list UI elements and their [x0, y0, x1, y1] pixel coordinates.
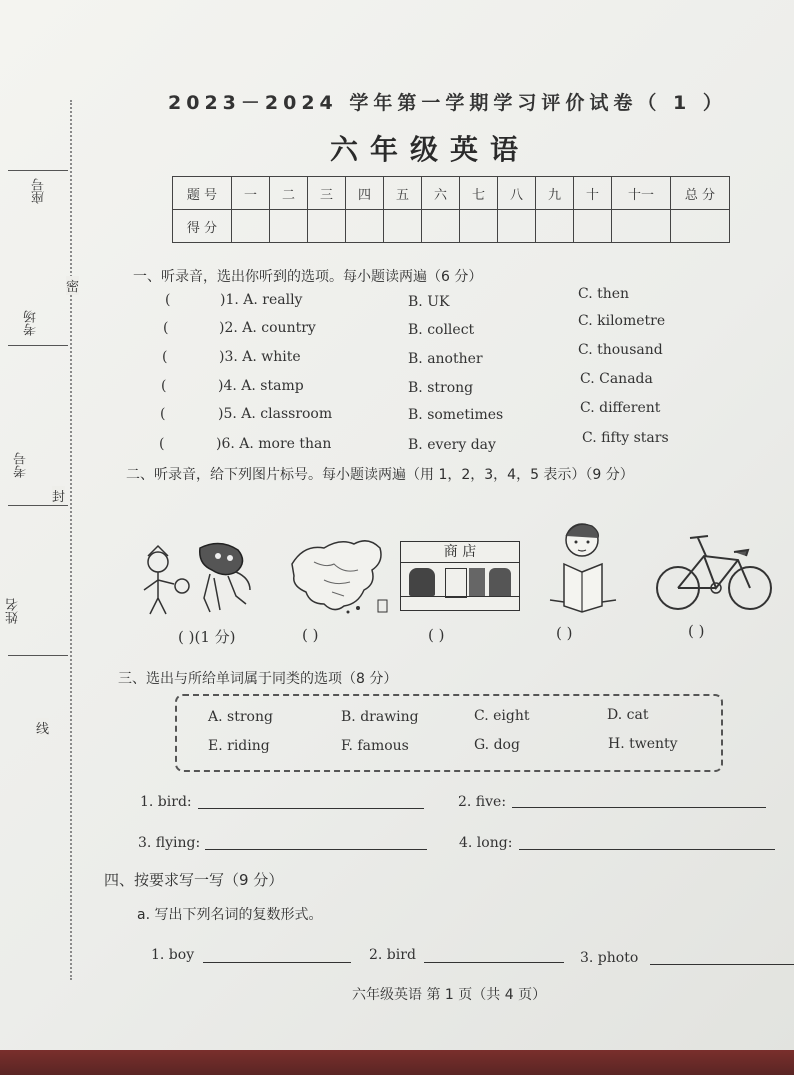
q3-option-b[interactable]: B. another	[408, 351, 483, 367]
section4-sub-a: a. 写出下列名词的复数形式。	[137, 907, 323, 923]
score-table-cell: 题 号	[173, 177, 232, 210]
q1-open-paren: (	[165, 292, 171, 308]
score-table-cell: 七	[460, 177, 498, 210]
q5-open-paren: (	[160, 406, 166, 422]
shop-sign: 商 店	[401, 542, 519, 563]
seal-char-feng: 封	[52, 486, 65, 505]
q3-option-c[interactable]: C. thousand	[578, 342, 663, 358]
score-table-cell: 二	[270, 177, 308, 210]
room-line	[8, 345, 68, 346]
picture5-answer-blank[interactable]: ( )	[688, 622, 705, 640]
score-input-cell[interactable]	[498, 210, 536, 243]
plural-item-1: 1. boy	[151, 947, 195, 963]
score-input-cell[interactable]	[308, 210, 346, 243]
score-input-cell[interactable]	[346, 210, 384, 243]
score-input-cell[interactable]	[671, 210, 730, 243]
option-f: F. famous	[341, 738, 409, 754]
seat-label: 座号	[32, 178, 47, 204]
score-table-cell: 一	[232, 177, 270, 210]
score-input-cell[interactable]	[384, 210, 422, 243]
word-options-box	[175, 694, 723, 772]
classify-answer-line-1[interactable]	[198, 808, 424, 809]
q5-option-c[interactable]: C. different	[580, 400, 661, 416]
q4-option-c[interactable]: C. Canada	[580, 371, 653, 387]
china-map-picture	[284, 534, 388, 616]
picture1-answer-blank[interactable]: ( )(1 分)	[178, 628, 236, 646]
plural-item-3: 3. photo	[580, 950, 639, 966]
plural-answer-line-1[interactable]	[203, 962, 351, 963]
lion-dance-picture	[140, 538, 252, 618]
option-c: C. eight	[474, 708, 530, 724]
shop-counter-line	[401, 596, 519, 597]
score-input-cell[interactable]	[422, 210, 460, 243]
q4-open-paren: (	[161, 378, 167, 394]
q6-open-paren: (	[159, 436, 165, 452]
plural-item-2: 2. bird	[369, 947, 416, 963]
page-footer: 六年级英语 第 1 页（共 4 页）	[352, 987, 547, 1003]
id-line	[8, 505, 68, 506]
q3-option-a[interactable]: )3. A. white	[219, 349, 301, 365]
classify-answer-line-4[interactable]	[519, 849, 775, 850]
q5-option-a[interactable]: )5. A. classroom	[218, 406, 333, 422]
score-table-cell: 五	[384, 177, 422, 210]
score-row-label: 得 分	[173, 210, 232, 243]
q2-option-c[interactable]: C. kilometre	[578, 313, 666, 329]
score-table-cell: 总 分	[671, 177, 730, 210]
shop-figure-icon	[489, 568, 511, 596]
seal-char-xian: 线	[36, 718, 49, 737]
shop-picture	[400, 541, 520, 611]
classify-item-2: 2. five:	[458, 794, 507, 810]
score-input-cell[interactable]	[270, 210, 308, 243]
option-b: B. drawing	[341, 709, 419, 725]
plural-answer-line-2[interactable]	[424, 962, 564, 963]
q1-option-a[interactable]: )1. A. really	[220, 292, 303, 308]
q1-option-b[interactable]: B. UK	[408, 294, 450, 310]
classify-item-1: 1. bird:	[140, 794, 192, 810]
score-input-cell[interactable]	[460, 210, 498, 243]
picture2-answer-blank[interactable]: ( )	[302, 626, 319, 644]
score-input-cell[interactable]	[612, 210, 671, 243]
score-table-score-row	[173, 210, 730, 243]
score-table-cell: 十一	[612, 177, 671, 210]
option-e: E. riding	[208, 738, 270, 754]
q6-option-b[interactable]: B. every day	[408, 437, 496, 453]
picture3-answer-blank[interactable]: ( )	[428, 626, 445, 644]
option-d: D. cat	[607, 707, 649, 723]
table-surface	[0, 1050, 794, 1075]
q1-option-c[interactable]: C. then	[578, 286, 630, 302]
boy-reading-picture	[544, 518, 624, 614]
score-input-cell[interactable]	[232, 210, 270, 243]
section2-heading: 二、听录音，给下列图片标号。每小题读两遍（用 1，2，3，4，5 表示）（9 分）	[126, 467, 634, 483]
classify-answer-line-3[interactable]	[205, 849, 427, 850]
q4-option-b[interactable]: B. strong	[408, 380, 474, 396]
score-input-cell[interactable]	[536, 210, 574, 243]
bicycle-picture	[654, 526, 774, 614]
score-table-cell: 十	[574, 177, 612, 210]
score-table-header-row	[173, 177, 730, 210]
q4-option-a[interactable]: )4. A. stamp	[218, 378, 304, 394]
room-label: 考场	[24, 310, 39, 336]
shop-window-icon	[445, 568, 467, 598]
seat-line-top	[8, 170, 68, 171]
seal-char-mi: 密	[66, 276, 79, 295]
shop-window-icon	[469, 568, 485, 596]
option-a: A. strong	[208, 709, 273, 725]
score-table	[172, 176, 730, 243]
picture4-answer-blank[interactable]: ( )	[556, 624, 573, 642]
id-label: 考号	[14, 452, 29, 478]
classify-item-3: 3. flying:	[138, 835, 201, 851]
score-input-cell[interactable]	[574, 210, 612, 243]
q3-open-paren: (	[162, 349, 168, 365]
name-line	[8, 655, 68, 656]
q6-option-c[interactable]: C. fifty stars	[582, 430, 669, 446]
score-table-cell: 六	[422, 177, 460, 210]
q2-open-paren: (	[163, 320, 169, 336]
q6-option-a[interactable]: )6. A. more than	[216, 436, 332, 452]
score-table-cell: 八	[498, 177, 536, 210]
binding-dotted-line	[70, 100, 72, 980]
score-table-cell: 四	[346, 177, 384, 210]
option-g: G. dog	[474, 737, 520, 753]
option-h: H. twenty	[608, 736, 678, 752]
name-label: 姓名	[6, 598, 21, 624]
q5-option-b[interactable]: B. sometimes	[408, 407, 504, 423]
q2-option-a[interactable]: )2. A. country	[219, 320, 316, 336]
section3-heading: 三、选出与所给单词属于同类的选项（8 分）	[118, 671, 398, 687]
classify-answer-line-2[interactable]	[512, 807, 766, 808]
section1-heading: 一、听录音，选出你听到的选项。每小题读两遍（6 分）	[133, 269, 483, 285]
q2-option-b[interactable]: B. collect	[408, 322, 475, 338]
classify-item-4: 4. long:	[459, 835, 513, 851]
section4-heading: 四、按要求写一写（9 分）	[104, 871, 284, 889]
subject-title: 六年级英语	[330, 133, 531, 166]
score-table-cell: 九	[536, 177, 574, 210]
exam-title: 2023－2024 学年第一学期学习评价试卷（ 1 ）	[168, 92, 727, 114]
shop-figure-icon	[409, 568, 435, 596]
score-table-cell: 三	[308, 177, 346, 210]
plural-answer-line-3[interactable]	[650, 964, 794, 965]
